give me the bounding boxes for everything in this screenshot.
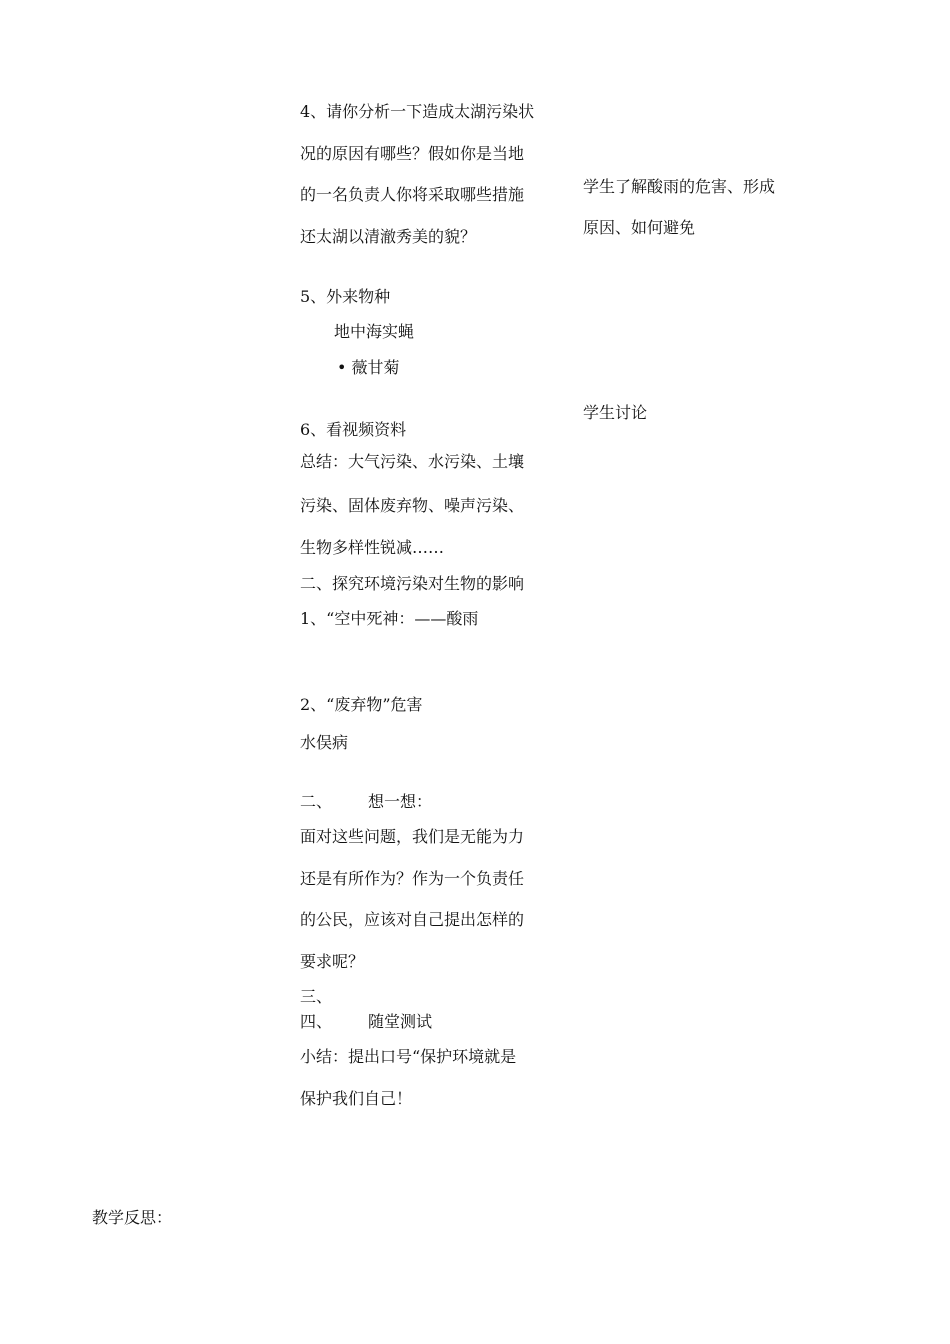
waste-hazard-item: 2、“废弃物”危害 (300, 695, 423, 714)
q4-line-1: 4、请你分析一下造成太湖污染状 (300, 102, 535, 121)
summary-line-2: 保护我们自己！ (300, 1089, 413, 1108)
teaching-reflection: 教学反思： (92, 1208, 173, 1227)
section-2-heading: 二、探究环境污染对生物的影响 (300, 574, 525, 593)
note-discussion: 学生讨论 (583, 403, 648, 422)
think-line-2: 还是有所作为？作为一个负责任 (300, 869, 525, 888)
q6-summary-2: 污染、固体废弃物、噪声污染、 (300, 496, 525, 515)
q4-line-4: 还太湖以清澈秀美的貌？ (300, 227, 477, 246)
think-section-title: 想一想： (368, 792, 433, 811)
section-4-title: 随堂测试 (368, 1012, 433, 1031)
think-line-4: 要求呢？ (300, 952, 365, 971)
think-line-3: 的公民，应该对自己提出怎样的 (300, 910, 525, 929)
note-acid-rain-2: 原因、如何避免 (583, 218, 696, 237)
think-section-number: 二、 (300, 792, 333, 811)
section-3-number: 三、 (300, 987, 333, 1006)
note-acid-rain-1: 学生了解酸雨的危害、形成 (583, 177, 776, 196)
q6-summary-1: 总结：大气污染、水污染、土壤 (300, 452, 525, 471)
q6-heading: 6、看视频资料 (300, 420, 407, 439)
section-4-number: 四、 (300, 1012, 333, 1031)
q5-item-2: • 薇甘菊 (337, 358, 400, 377)
q5-heading: 5、外来物种 (300, 287, 391, 306)
think-line-1: 面对这些问题，我们是无能为力 (300, 827, 525, 846)
q4-line-3: 的一名负责人你将采取哪些措施 (300, 185, 525, 204)
q5-item-1: 地中海实蝇 (334, 322, 415, 341)
acid-rain-item: 1、“空中死神：——酸雨 (300, 609, 479, 628)
summary-line-1: 小结：提出口号“保护环境就是 (300, 1047, 517, 1066)
minamata-disease: 水俣病 (300, 733, 349, 752)
q6-summary-3: 生物多样性锐减…… (300, 538, 445, 557)
q4-line-2: 况的原因有哪些？假如你是当地 (300, 144, 525, 163)
